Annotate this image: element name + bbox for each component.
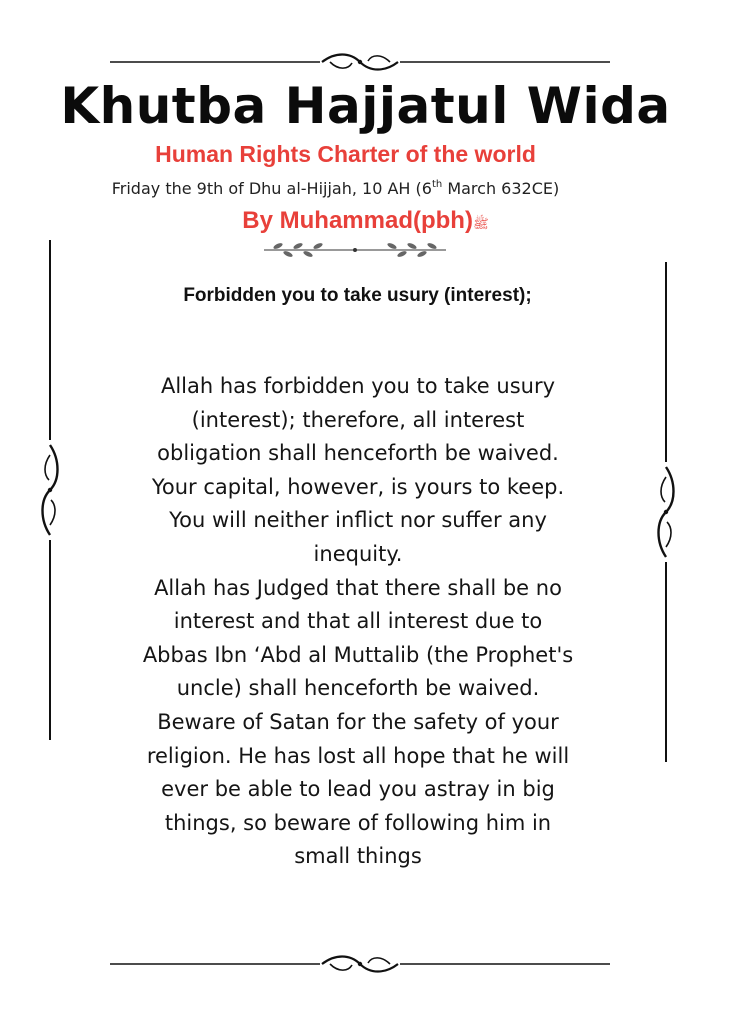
top-ornament-divider bbox=[100, 50, 620, 78]
page-title: Khutba Hajjatul Wida bbox=[60, 77, 671, 135]
date-ordinal-suffix: th bbox=[431, 179, 443, 190]
left-border-ornament bbox=[38, 240, 66, 740]
section-body: Allah has forbidden you to take usury (interest); therefore, all interest obligation shall henceforth be waived. Your capital, however, is yours to keep. You will neither inflict nor suffer any inequity. Allah has Judged that there shall be no interest and that all interest due to Abbas Ibn ‘Abd al Muttalib (the Prophet's uncle) shall henceforth be waived. Beware of Satan for the safety of your religion. He has lost all hope that he will ever be able to lead you astray in big things, so beware of following him in small things bbox=[142, 374, 574, 869]
leaf-ornament-divider bbox=[260, 238, 450, 262]
date-text: Friday the 9th of Dhu al-Hijjah, 10 AH (6 bbox=[111, 179, 432, 198]
bottom-ornament-divider bbox=[100, 950, 620, 978]
page-subtitle: Human Rights Charter of the world bbox=[155, 141, 536, 167]
author-name: By Muhammad(pbh) bbox=[242, 207, 473, 234]
honorific-symbol: ﷺ bbox=[472, 216, 489, 231]
date-text-end: March 632CE) bbox=[442, 179, 560, 198]
author-line bbox=[0, 206, 731, 239]
section-heading: Forbidden you to take usury (interest); bbox=[183, 285, 532, 306]
date-line bbox=[0, 174, 701, 200]
right-border-ornament bbox=[654, 262, 682, 762]
